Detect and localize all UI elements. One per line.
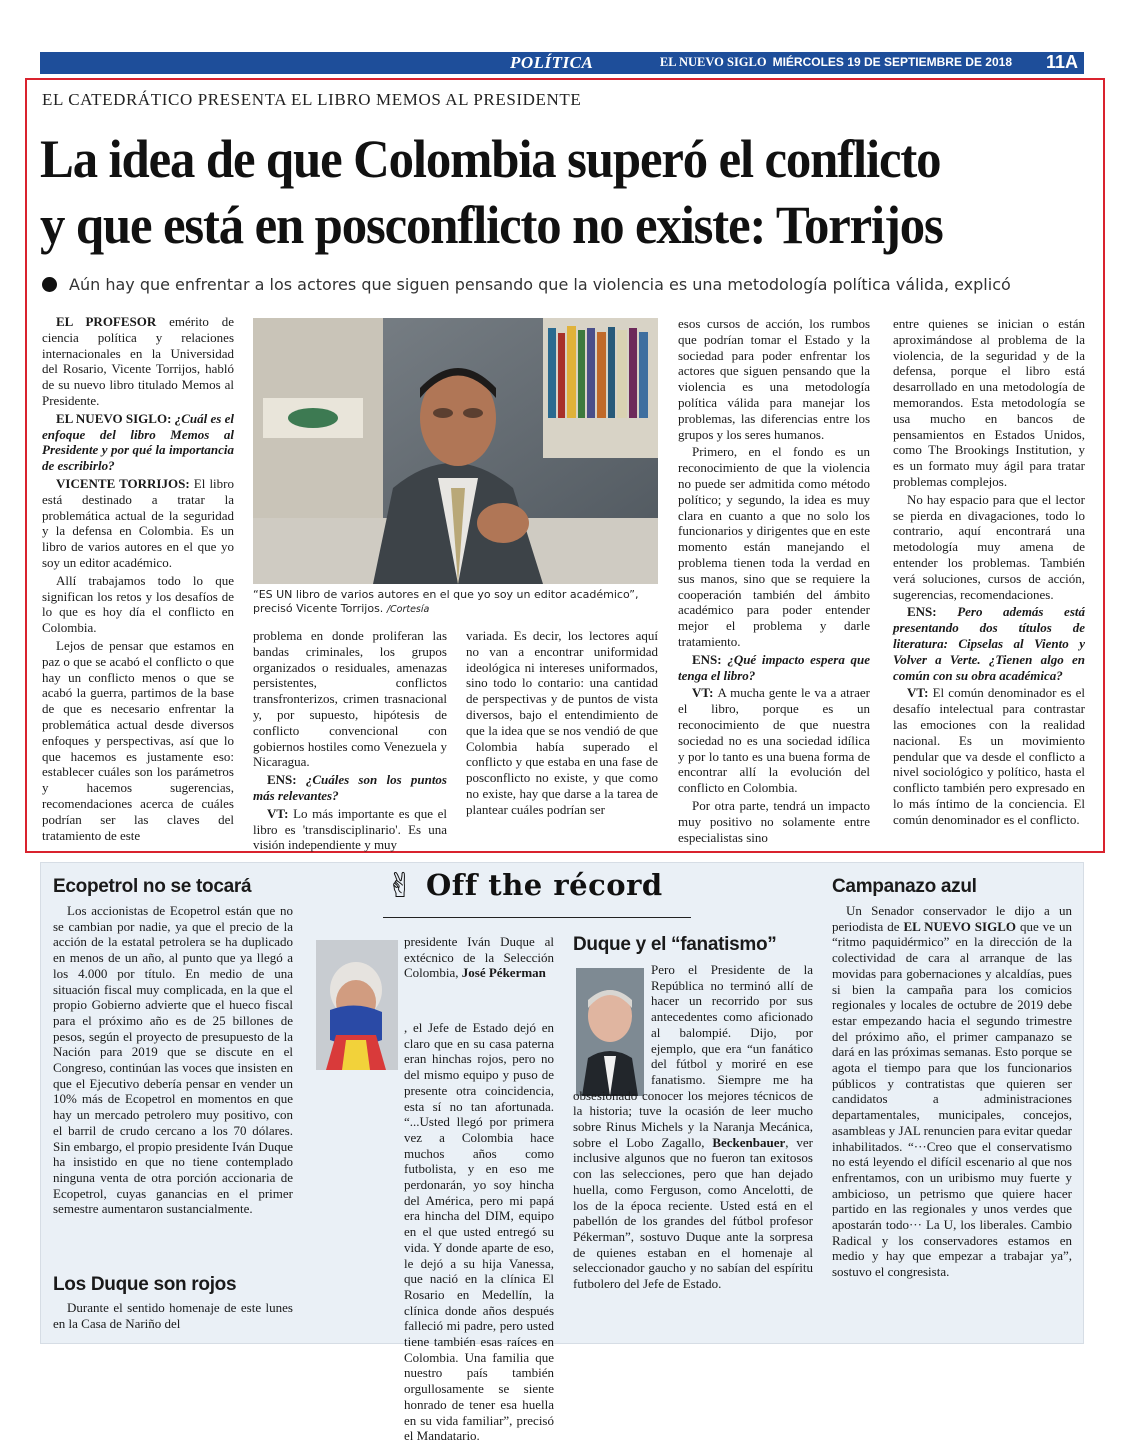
article-deck: Aún hay que enfrentar a los actores que siguen pensando que la violencia es una metodología política válida, explicó [42, 275, 1092, 294]
off-the-record-title: Off the récord [426, 868, 663, 902]
article-column-4: esos cursos de acción, los rumbos que podrían tomar el Estado y la sociedad para poder enfrentar los actores que siguen pensando que la violencia es una metodología política válida para manejar los problemas, las diferencias entre los grupos y los seres humanos. Primero, en el fondo es un reconocimiento de que la violencia no puede ser admitida como método político; y segundo, la idea es muy clara en cuanto a que no solo los funcionarios y dirigentes que en este momento están manejando el problema tienen toda la verdad en sus manos, sino que se requiere la cooperación también del ámbito académico para poder entender mejor el problema y darle tratamiento. ENS: ¿Qué impacto espera que tenga el libro? VT: A mucha gente le va a atraer el libro, porque es un reconocimiento de que nuestra sociedad no es una sociedad idílica y por lo tanto es una buena forma de encontrar allí la evolución del conflicto en Colombia. Por otra parte, tendrá un impacto muy positivo no solamente entre especialistas sino [678, 316, 871, 845]
brief-campanazo-body: Un Senador conservador le dijo a un periodista de EL NUEVO SIGLO que ve un “ritmo paquidérmico” en la dirección de la colectividad de cara al arranque de las movidas para gobernaciones y alcaldías, pues si bien la campaña para los comicios regionales y locales de octubre de 2019 debe estar empezando hacia el segundo trimestre del próximo año, el primer campanazo se dará en las próximas semanas. Esto porque se agota el tiempo para que los funcionarios públicos y contratistas que quieren ser candidatos a administraciones departamentales, municipales, concejos, asambleas y JAL renuncien para evitar quedar inhabilitados. “···Creo que el conservatismo no está leyendo el difícil escenario al que nos enfrentamos, con un uribismo muy fuerte y ambicioso, un petrismo que quiere hacer partido en las regionales y unos verdes que apostarán todo··· La U, los liberales. Cambio Radical y los conservadores estamos en medio y hay que empezar a trabajar ya”, sostuvo el congresista. [832, 903, 1072, 1280]
article-column-3: variada. Es decir, los lectores aquí no van a encontrar uniformidad ideológica ni intereses uniformados, sino todo lo contario: una cantidad de perspectivas y de puntos de vista diversos, bajo el entendimiento de que la idea que se nos vendió de que Colombia había superado el conflicto y que estaba en una fase de posconflicto no existe, y que como no existe, hay que darse a la tarea de plantear cuáles podrían ser [466, 628, 658, 817]
paper-name: EL NUEVO SIGLO [659, 55, 767, 69]
article-column-5: entre quienes se inician o están aproximándose al problema de la violencia, de la seguridad y de la defensa, porque el libro está desarrollado en una metodología de memorandos. Esta metodología se usa mucho en bancos de pensamientos en Estados Unidos, como The Brookings Institution, y es un formato muy ágil para tratar problemas complejos. No hay espacio para que el lector se pierda en divagaciones, todo lo contrario, aquí encontrará una metodología muy amena de entender los problemas. También verá soluciones, cursos de acción, sugerencias, recomendaciones. ENS: Pero además está presentando dos títulos de literatura: Cipselas al Viento y Volver a Verte. ¿Tienen algo en común con su obra académica? VT: El común denominador es el desafío intelectual para contrastar las emociones con la realidad nacional. Es un movimiento pendular que va desde el conflicto a nivel sociológico y político, hasta el conflicto también pero expresado en lo más íntimo de la conciencia. El común denominador es el conflicto. [893, 316, 1086, 827]
brief-title-campanazo: Campanazo azul [832, 876, 977, 897]
article-column-2: problema en donde proliferan las bandas criminales, los grupos organizados o residuales, amenazas persistentes, conflictos transfronterizos, crimen trasnacional y, por supuesto, hipótesis de conflicto convencional con gobiernos hostiles como Venezuela y Nicaragua. ENS: ¿Cuáles son los puntos más relevantes? VT: Lo más importante es que el libro es 'transdisciplinario'. Es una visión independiente y muy [253, 628, 447, 853]
brief-ecopetrol-body: Los accionistas de Ecopetrol están que no se cambian por nadie, ya que el precio de la acción de la estatal petrolera se ha duplicado en menos de un año, al punto que ya llegó a los 4.000 por título. En medio de una situación fiscal muy complicada, en la que el propio Gobierno advierte que el hueco fiscal para el próximo año es de 25 billones de pesos, según el proyecto de presupuesto de la Nación para 2019 que se discute en el Congreso, continúan las voces que insisten en que el Ejecutivo debería pensar en vender un 10% más de Ecopetrol en momentos en que hay un mercado petrolero muy positivo, con el barril de crudo cercano a los 70 dólares. Sin embargo, el propio presidente Iván Duque ha insistido en que no tiene contemplado ninguna venta de otra porción accionaria de Ecopetrol, cuyas ganancias en el primer semestre aumentaron sustancialmente. [53, 903, 293, 1217]
masthead-date [660, 55, 1012, 70]
bullet-icon [42, 277, 57, 292]
otr-pekerman-top: presidente Iván Duque al extécnico de la Selección Colombia, José Pékerman [404, 934, 554, 981]
photo-credit: /Cortesía [386, 604, 430, 615]
headline-line-1: La idea de que Colombia superó el conflicto [40, 129, 941, 189]
photo-caption: “ES UN libro de varios autores en el que yo soy un editor académico”, precisó Vicente Torrijos. /Cortesía [253, 588, 639, 615]
issue-date: MIÉRCOLES 19 DE SEPTIEMBRE DE 2018 [772, 55, 1012, 69]
brief-title-fanatismo: Duque y el “fanatismo” [573, 934, 777, 955]
otr-pekerman-body: , el Jefe de Estado dejó en claro que en su casa paterna eran hinchas rojos, pero no del mismo equipo y puso de presente otra coincidencia, esta sí no tan afortunada. “...Usted llegó por primera vez a Colombia hace muchos años como futbolista, y en eso me perdonarán, yo soy hincha del América, pero mi papá era hincha del DIM, equipo en el que usted entregó su vida. Y donde aparte de eso, le dejó a su hija Vanessa, que nació en la clínica El Rosario en Medellín, la clínica donde años después falleció mi padre, pero usted tiene también esas raíces en Colombia. Una familia que nuestro país también orgullosamente se siente honrado de tener esa huella en su vida familiar”, precisó el Mandatario. [404, 1020, 554, 1444]
headline-line-2: y que está en posconflicto no existe: Torrijos [40, 195, 943, 255]
page-number: 11A [1045, 52, 1078, 72]
brief-duque-rojos-body: Durante el sentido homenaje de este lunes en la Casa de Nariño del [53, 1300, 293, 1331]
brief-title-ecopetrol: Ecopetrol no se tocará [53, 876, 252, 897]
brief-fanatismo-body: Pero el Presidente de la República no terminó allí de hacer un recorrido por sus antecedentes como aficionado al balompié. Dijo, por ejemplo, que era “un fanático del fútbol y moriré en ese fanatismo. Siempre me ha obsesionado conocer los mejores técnicos de la historia; tuve la ocasión de leer mucho sobre Rinus Michels y la Naranja Mecánica, sobre el Lobo Zagallo, Beckenbauer, ver inclusive algunos que no fueron tan exitosos con las selecciones, pero que han dejado huella, como Ferguson, como Ancelotti, de los de la época reciente. Usted está en el pabellón de los grandes del fútbol profesor Pékerman”, sostuvo Duque ante la sorpresa de quienes estaban en el homenaje al seleccionador gaucho y no sabían del espíritu futbolero del Jefe de Estado. [573, 962, 813, 1292]
victory-hand-icon: ✌ [386, 866, 415, 906]
article-kicker: EL CATEDRÁTICO PRESENTA EL LIBRO MEMOS AL PRESIDENTE [42, 90, 582, 109]
section-header-bar [40, 52, 1084, 74]
article-photo [253, 318, 658, 584]
torrijos-photo-image [253, 318, 658, 584]
article-headline [40, 126, 1027, 258]
section-name: POLÍTICA [510, 53, 594, 72]
article-column-1: EL PROFESOR emérito de ciencia política y relaciones internacionales en la Universidad del Rosario, Vicente Torrijos, habló de su nuevo libro titulado Memos al Presidente. EL NUEVO SIGLO: ¿Cuál es el enfoque del libro Memos al Presidente y por qué la importancia de escribirlo? VICENTE TORRIJOS: El libro está destinado a tratar la problemática actual de la seguridad y la defensa en Colombia. Es un libro de varios autores en el que yo soy un editor académico. Allí trabajamos todo lo que significan los retos y los desafíos de lo que es hoy día el conflicto en Colombia. Lejos de pensar que estamos en paz o que se acabó el conflicto o que hay un conflicto menos o que se acabó la guerra, partimos de la base de que es necesario enfrentar la problemática actual desde diversos enfoques y perspectivas, así que lo que hacemos es justamente eso: establecer cuáles son los parámetros y hacemos sugerencias, recomendaciones acerca de cuáles podrían ser las claves del tratamiento de este [42, 314, 234, 843]
brief-title-duque-rojos: Los Duque son rojos [53, 1274, 237, 1295]
